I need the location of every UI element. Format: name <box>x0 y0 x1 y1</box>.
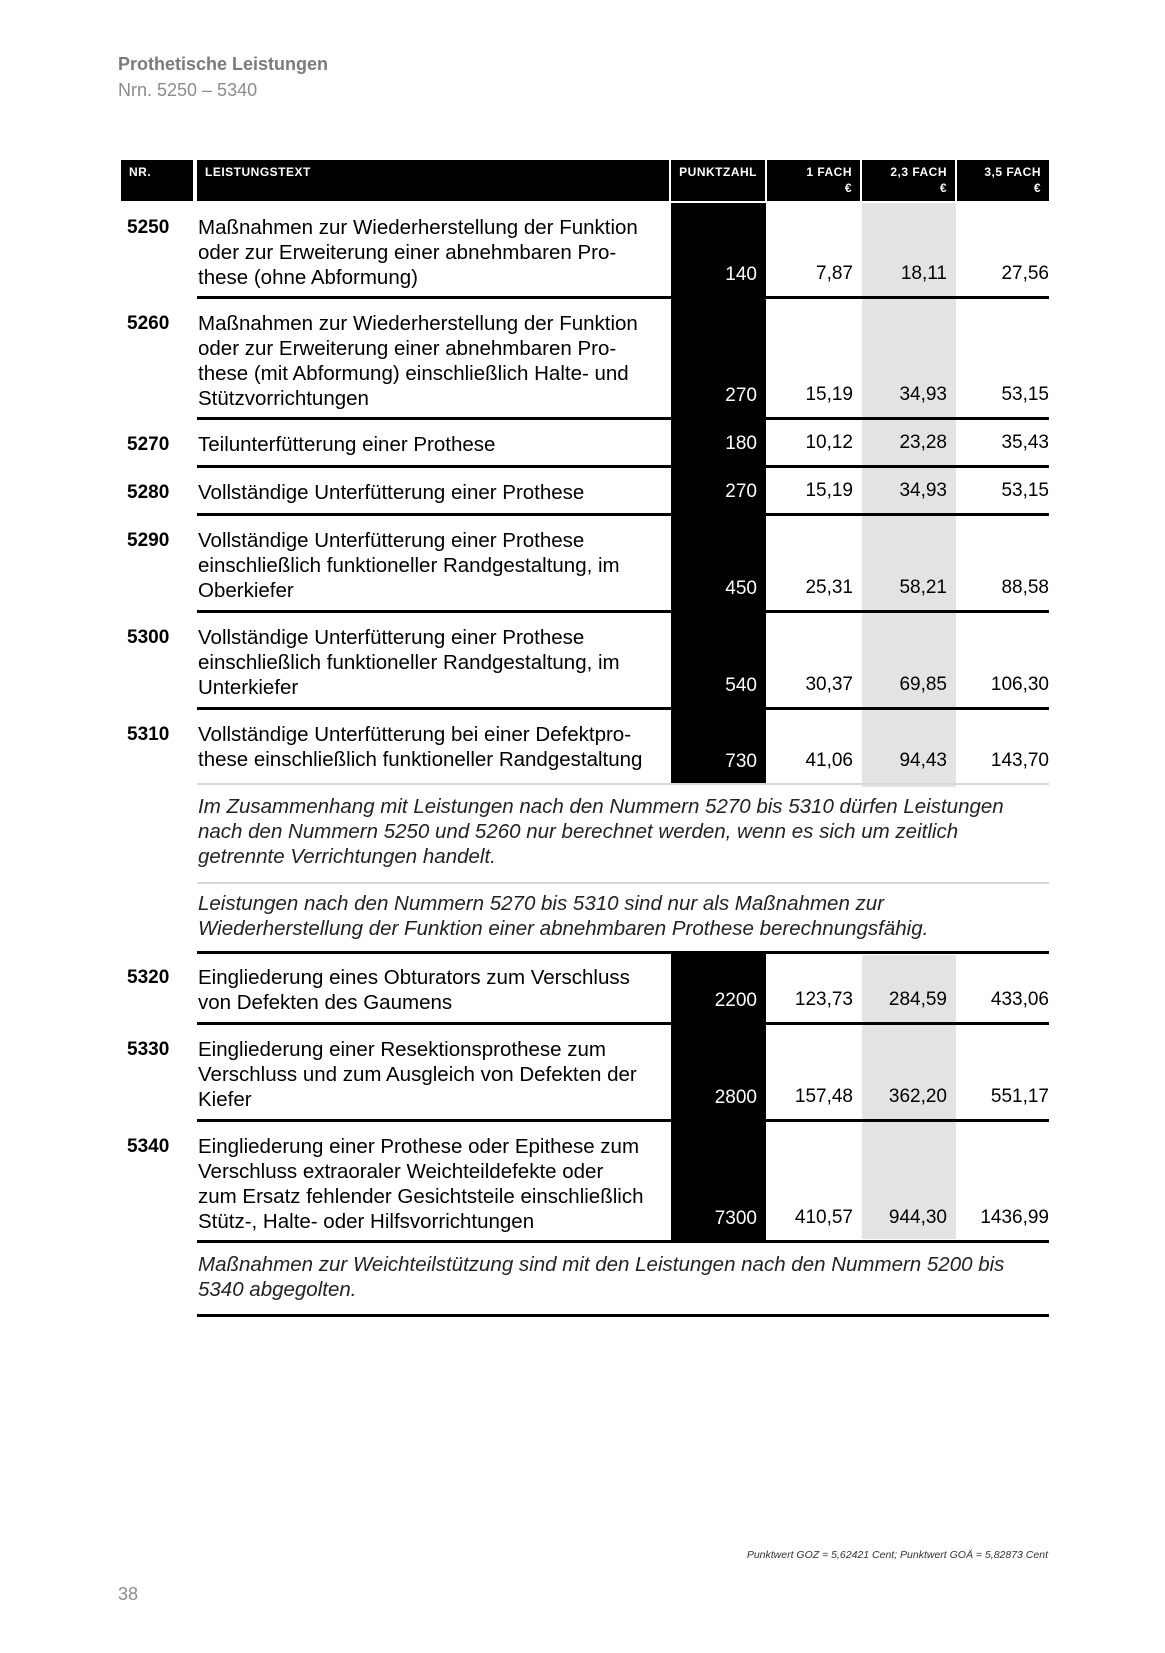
service-description <box>198 965 668 1015</box>
service-description <box>198 215 668 290</box>
service-description <box>198 722 668 772</box>
fee-2-3-fach: 944,30 <box>888 1207 947 1228</box>
currency-label: € <box>844 181 852 195</box>
section-subtitle: Nrn. 5250 – 5340 <box>118 80 258 100</box>
table-row <box>0 516 1165 613</box>
table-row <box>0 613 1165 710</box>
fee-2-3-fach: 69,85 <box>899 674 947 695</box>
service-description <box>198 625 668 700</box>
column-header-leistungstext: LEISTUNGSTEXT <box>197 160 669 201</box>
fee-number: 5290 <box>127 530 170 551</box>
table-row <box>0 420 1165 468</box>
table-row <box>0 468 1165 516</box>
section-title: Prothetische Leistungen <box>118 54 329 74</box>
service-description-line: oder zur Erweiterung einer abnehmbaren Pro- <box>198 241 617 264</box>
punktzahl-cell: 140 <box>671 203 766 296</box>
fee-1-fach: 157,48 <box>794 1086 853 1107</box>
service-description <box>198 432 668 457</box>
service-description-line: Eingliederung eines Obturators zum Verschluss <box>198 966 630 989</box>
column-header-2-3-fach <box>862 160 955 201</box>
service-description-line: Vollständige Unterfütterung einer Prothese <box>198 529 585 552</box>
service-description-line: Maßnahmen zur Wiederherstellung der Funktion <box>198 216 638 239</box>
table-note-line: Maßnahmen zur Weichteilstützung sind mit den Leistungen nach den Nummern 5200 bis <box>198 1253 1005 1276</box>
section-divider <box>197 951 1049 954</box>
row-divider <box>197 783 1049 785</box>
service-description-line: these (mit Abformung) einschließlich Halte- und <box>198 362 629 385</box>
punktzahl-cell: 2200 <box>671 953 766 1022</box>
table-note-line: 5340 abgegolten. <box>198 1278 357 1301</box>
table-row <box>0 1025 1165 1122</box>
service-description <box>198 1037 668 1112</box>
service-description-line: oder zur Erweiterung einer abnehmbaren Pro- <box>198 337 617 360</box>
fee-1-fach: 25,31 <box>805 577 853 598</box>
fee-3-5-fach: 106,30 <box>990 674 1049 695</box>
fee-1-fach: 123,73 <box>794 989 853 1010</box>
service-description-line: Stützvorrichtungen <box>198 387 369 410</box>
table-row <box>0 710 1165 786</box>
punktzahl-cell: 540 <box>671 613 766 707</box>
service-description-line: Vollständige Unterfütterung einer Prothese <box>198 481 585 504</box>
service-description-line: von Defekten des Gaumens <box>198 991 453 1014</box>
table-note <box>198 891 1058 941</box>
column-header-3-5-fach <box>957 160 1049 201</box>
fee-1-fach: 15,19 <box>805 480 853 501</box>
fee-2-3-fach: 34,93 <box>899 384 947 405</box>
fee-1-fach: 15,19 <box>805 384 853 405</box>
fee-3-5-fach: 551,17 <box>990 1086 1049 1107</box>
column-header-1-fach <box>767 160 860 201</box>
fee-number: 5310 <box>127 724 170 745</box>
service-description-line: these (ohne Abformung) <box>198 266 418 289</box>
fee-3-5-fach: 1436,99 <box>980 1207 1049 1228</box>
table-note-line: Leistungen nach den Nummern 5270 bis 5310 sind nur als Maßnahmen zur <box>198 892 885 915</box>
fee-3-5-fach: 143,70 <box>990 750 1049 771</box>
punktzahl-cell: 2800 <box>671 1025 766 1119</box>
currency-label: € <box>1033 181 1041 195</box>
punktzahl-cell: 450 <box>671 516 766 610</box>
fee-number: 5330 <box>127 1039 170 1060</box>
fee-number: 5340 <box>127 1136 170 1157</box>
service-description-line: einschließlich funktioneller Randgestaltung, im <box>198 554 620 577</box>
fee-number: 5270 <box>127 434 170 455</box>
service-description-line: these einschließlich funktioneller Randgestaltung <box>198 748 643 771</box>
note-divider <box>197 882 1049 884</box>
table-note <box>198 1252 1058 1302</box>
table-end-rule <box>197 1314 1049 1317</box>
service-description-line: Eingliederung einer Resektionsprothese zum <box>198 1038 606 1061</box>
table-note <box>198 794 1058 869</box>
punktzahl-cell: 270 <box>671 468 766 513</box>
currency-label: € <box>939 181 947 195</box>
fee-3-5-fach: 88,58 <box>1001 577 1049 598</box>
fee-3-5-fach: 35,43 <box>1001 432 1049 453</box>
column-header-punktzahl: PUNKTZAHL <box>671 160 765 201</box>
fee-3-5-fach: 53,15 <box>1001 480 1049 501</box>
service-description-line: Verschluss und zum Ausgleich von Defekten der <box>198 1063 637 1086</box>
table-note-line: Wiederherstellung der Funktion einer abnehmbaren Prothese berechnungsfähig. <box>198 917 929 940</box>
column-header-label: 2,3 FACH <box>890 165 947 179</box>
page-number: 38 <box>118 1584 139 1604</box>
punktzahl-cell: 7300 <box>671 1122 766 1240</box>
service-description-line: Oberkiefer <box>198 579 294 602</box>
service-description-line: zum Ersatz fehlender Gesichtsteile einschließlich <box>198 1185 644 1208</box>
fee-2-3-fach: 94,43 <box>899 750 947 771</box>
table-note-line: Im Zusammenhang mit Leistungen nach den Nummern 5270 bis 5310 dürfen Leistungen <box>198 795 1004 818</box>
table-row <box>0 953 1165 1025</box>
fee-1-fach: 30,37 <box>805 674 853 695</box>
punktzahl-cell: 730 <box>671 710 766 783</box>
fee-2-3-fach: 58,21 <box>899 577 947 598</box>
fee-2-3-fach: 18,11 <box>900 263 947 284</box>
service-description-line: Eingliederung einer Prothese oder Epithese zum <box>198 1135 640 1158</box>
service-description <box>198 528 668 603</box>
service-description-line: Teilunterfütterung einer Prothese <box>198 433 496 456</box>
service-description-line: Vollständige Unterfütterung bei einer Defektpro- <box>198 723 632 746</box>
table-note-line: nach den Nummern 5250 und 5260 nur berechnet werden, wenn es sich um zeitlich <box>198 820 959 843</box>
fee-1-fach: 10,12 <box>805 432 853 453</box>
fee-2-3-fach: 34,93 <box>899 480 947 501</box>
fee-number: 5250 <box>127 217 170 238</box>
service-description <box>198 480 668 505</box>
service-description <box>198 311 668 411</box>
point-value-footnote: Punktwert GOZ = 5,62421 Cent; Punktwert GOÄ = 5,82873 Cent <box>746 1549 1048 1561</box>
punktzahl-cell: 270 <box>671 299 766 417</box>
table-row <box>0 1122 1165 1243</box>
fee-3-5-fach: 433,06 <box>990 989 1049 1010</box>
fee-number: 5280 <box>127 482 170 503</box>
fee-3-5-fach: 27,56 <box>1001 263 1049 284</box>
service-description-line: Unterkiefer <box>198 676 299 699</box>
service-description-line: Maßnahmen zur Wiederherstellung der Funktion <box>198 312 638 335</box>
fee-2-3-fach: 284,59 <box>888 989 947 1010</box>
punktzahl-cell: 180 <box>671 420 766 465</box>
service-description <box>198 1134 668 1234</box>
fee-number: 5260 <box>127 313 170 334</box>
service-description-line: Vollständige Unterfütterung einer Prothese <box>198 626 585 649</box>
fee-number: 5300 <box>127 627 170 648</box>
row-divider <box>197 1240 1049 1243</box>
service-description-line: Verschluss extraoraler Weichteildefekte oder <box>198 1160 604 1183</box>
fee-2-3-fach: 362,20 <box>888 1086 947 1107</box>
table-note-line: getrennte Verrichtungen handelt. <box>198 845 496 868</box>
table-row <box>0 299 1165 420</box>
fee-1-fach: 41,06 <box>805 750 853 771</box>
fee-3-5-fach: 53,15 <box>1001 384 1049 405</box>
fee-1-fach: 410,57 <box>794 1207 853 1228</box>
table-row <box>0 203 1165 299</box>
service-description-line: einschließlich funktioneller Randgestaltung, im <box>198 651 620 674</box>
fee-number: 5320 <box>127 967 170 988</box>
column-header-label: 1 FACH <box>806 165 852 179</box>
service-description-line: Stütz-, Halte- oder Hilfsvorrichtungen <box>198 1210 535 1233</box>
fee-2-3-fach: 23,28 <box>899 432 947 453</box>
column-header-label: 3,5 FACH <box>984 165 1041 179</box>
service-description-line: Kiefer <box>198 1088 252 1111</box>
column-header-nr: NR. <box>121 160 193 201</box>
fee-1-fach: 7,87 <box>816 263 853 284</box>
